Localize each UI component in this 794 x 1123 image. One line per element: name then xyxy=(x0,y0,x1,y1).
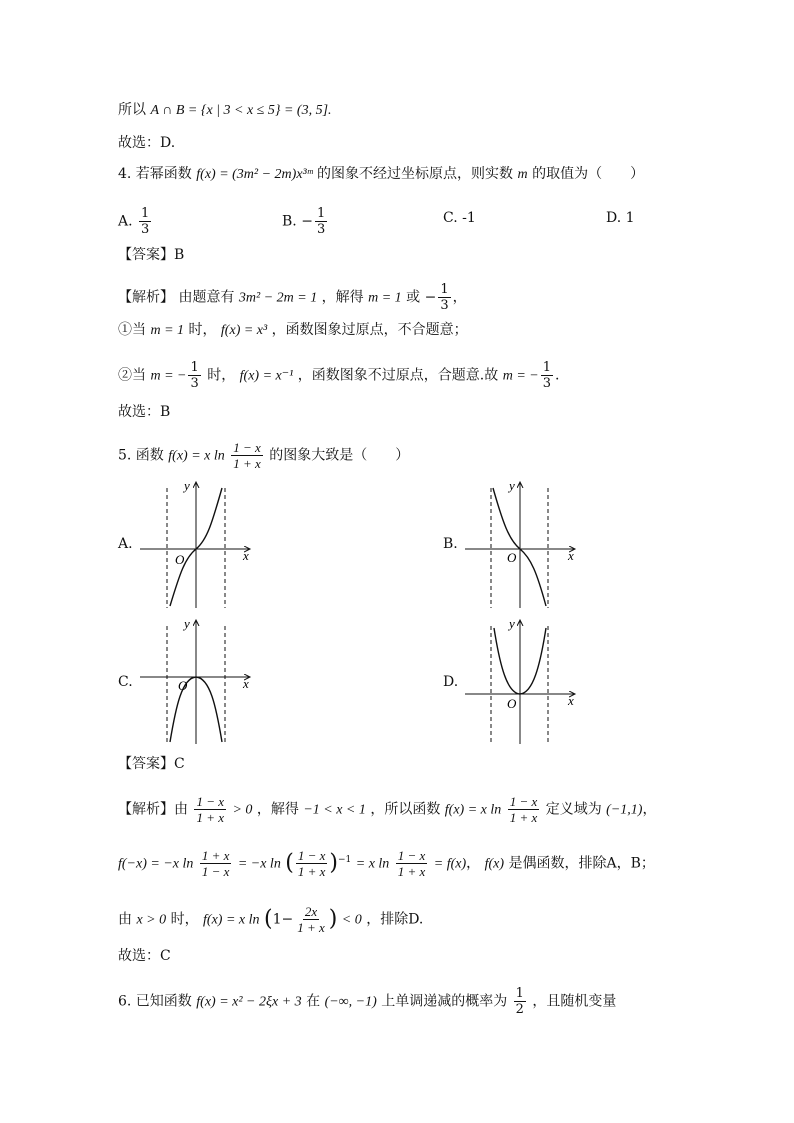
text: ，且随机变量 xyxy=(532,993,617,1010)
expr: m = − xyxy=(502,368,539,384)
q4-case2: ②当 m = − $\frac{1}{3}$ 时， f(x) = x⁻¹ ，函数图象不过原点，合题意.故 m = − $\frac{1}{3}$ . xyxy=(118,360,560,391)
prev-select: 故选：D. xyxy=(118,135,176,151)
expr: f(x) xyxy=(484,856,505,872)
x-label: x xyxy=(568,548,574,563)
fraction: $\frac{1 - x}{1 + x}$ xyxy=(196,794,224,825)
q5-analysis-line3: 由 x > 0 时， f(x) = x ln (1− $\frac{2x}{1 + x}$ ) < 0 ，排除D. xyxy=(118,904,424,935)
fraction: $\frac{1 - x}{1 + x}$ xyxy=(297,848,326,879)
origin-label: O xyxy=(178,678,188,693)
text: 上单调递减的概率为 xyxy=(381,993,508,1010)
q6-stem xyxy=(118,986,616,1017)
expr: f(x) = x⁻¹ xyxy=(239,368,294,384)
range: −1 < x < 1 xyxy=(303,802,366,818)
text: 定义域为 xyxy=(545,801,602,818)
origin-label: O xyxy=(175,552,185,567)
condition: x > 0 xyxy=(136,912,167,928)
q4-option-d xyxy=(606,208,635,228)
q5-stem xyxy=(118,440,409,471)
text: 时， xyxy=(170,911,199,928)
graph-label-d: D. xyxy=(443,674,459,690)
probability-fraction xyxy=(514,986,526,1017)
expr: f(−x) = −x ln xyxy=(118,856,194,872)
fraction xyxy=(295,904,327,935)
q4-analysis-line1: 【解析】 由题意有 3m² − 2m = 1 ，解得 m = 1 或 − $\frac{1}{3}$ ， xyxy=(118,282,467,313)
frac-num: 1 xyxy=(515,986,524,1001)
text: ①当 xyxy=(118,322,146,338)
q4-function-expr: f(x) = (3m² − 2m)x³ᵐ xyxy=(196,167,313,182)
expr: m = 1 xyxy=(150,323,185,338)
function-expr: f(x) = x ln xyxy=(168,448,225,464)
q4-stem-prefix: 4. 若幂函数 xyxy=(118,166,192,182)
q4-stem-end: 的取值为（ ） xyxy=(532,166,645,182)
frac-den: 1 + x xyxy=(297,920,325,935)
text: 由题意有 xyxy=(178,289,235,306)
option-letter: D. xyxy=(606,210,622,226)
fraction: $\frac{1 - x}{1 + x}$ xyxy=(509,794,538,825)
q4-stem-suffix: 的图象不经过坐标原点，则实数 xyxy=(317,166,514,182)
interval: (−∞, −1) xyxy=(324,994,377,1010)
inequality: > 0 xyxy=(232,802,253,818)
expr: = −x ln xyxy=(237,856,281,872)
expr: m = − xyxy=(150,368,187,384)
analysis-tag: 【解析】 xyxy=(118,289,174,306)
q5-answer: 【答案】C xyxy=(118,756,185,772)
x-label: x xyxy=(568,693,574,708)
q4-option-a xyxy=(118,206,153,237)
text: 在 xyxy=(306,993,321,1010)
frac-den: 2 xyxy=(515,1002,524,1017)
expr: = f(x) xyxy=(433,856,467,872)
prev-intersection-line xyxy=(118,100,332,121)
fraction: $\frac{1}{3}$ xyxy=(190,360,199,391)
analysis-tag: 【解析】 xyxy=(118,801,174,818)
x-label: x xyxy=(243,676,249,691)
q4-answer: 【答案】B xyxy=(118,247,185,263)
text: 6. 已知函数 xyxy=(118,993,192,1010)
root: m = 1 xyxy=(368,290,402,306)
equation: 3m² − 2m = 1 xyxy=(238,290,318,306)
text: ，解得 xyxy=(321,289,364,306)
q4-option-b: B. − $\frac{1}{3}$ xyxy=(282,206,326,237)
text-prefix: 所以 xyxy=(118,102,146,118)
fraction: $\frac{1}{3}$ xyxy=(542,360,551,391)
q5-analysis-line1: 【解析】由 $\frac{1 - x}{1 + x}$ > 0 ，解得 −1 < x < 1 ，所以函数 f(x) = x ln $\frac{1 - x}{1 + x}$ 定义域为 (−1,1)， xyxy=(118,794,657,825)
frac-num: 2x xyxy=(304,904,318,919)
option-letter: B. xyxy=(282,213,297,230)
y-label: y xyxy=(509,478,515,493)
text: 由 xyxy=(118,911,132,928)
text: 是偶函数，排除A，B； xyxy=(508,855,655,872)
function-expr: f(x) = x² − 2ξx + 3 xyxy=(196,994,302,1010)
fraction: $\frac{1 - x}{1 + x}$ xyxy=(397,848,426,879)
text: 或 xyxy=(406,289,421,306)
text: ②当 xyxy=(118,367,146,384)
expr: f(x) = x³ xyxy=(220,323,268,338)
text: 时， xyxy=(207,367,236,384)
y-label: y xyxy=(509,616,515,631)
graph-d xyxy=(465,616,585,746)
text: ，函数图象不过原点，合题意.故 xyxy=(297,367,499,384)
graph-label-c: C. xyxy=(118,674,133,690)
q4-stem xyxy=(118,164,644,185)
text: 5. 函数 xyxy=(118,447,164,464)
text: ，函数图象过原点，不合题意； xyxy=(271,322,468,338)
frac-num: 1 + x xyxy=(201,848,230,863)
fraction xyxy=(200,848,232,879)
origin-label: O xyxy=(507,550,517,565)
graph-b xyxy=(465,478,585,608)
option-fraction: $\frac{1}{3}$ xyxy=(316,206,326,237)
origin-label: O xyxy=(507,696,517,711)
text: ，所以函数 xyxy=(370,801,441,818)
y-label: y xyxy=(184,616,190,631)
option-letter: A. xyxy=(118,213,133,230)
text: 时， xyxy=(188,322,217,338)
graph-a xyxy=(140,478,260,608)
option-letter: C. xyxy=(443,210,458,226)
q4-option-c xyxy=(443,208,476,228)
y-label: y xyxy=(184,478,190,493)
q4-select: 故选：B xyxy=(118,404,171,420)
graph-c xyxy=(140,616,260,746)
q4-case1 xyxy=(118,320,468,341)
option-text: -1 xyxy=(462,210,476,226)
root-fraction: $\frac{1}{3}$ xyxy=(440,282,449,313)
text: ，排除D. xyxy=(366,911,424,928)
q5-select: 故选：C xyxy=(118,948,171,964)
graph-label-b: B. xyxy=(443,536,458,552)
expr: f(x) = x ln xyxy=(203,912,260,928)
q5-analysis-line2: f(−x) = −x ln $\frac{1 + x}{1 - x}$ = −x ln ( $\frac{1 - x}{1 + x}$ )$^{-1}$ = x ln $\frac{1 - x}{1 + x}$ = f(x)， f(x) 是偶函数，排除A，B； xyxy=(118,848,655,879)
frac-num: 1 − x xyxy=(233,440,261,455)
text: ， xyxy=(466,855,481,872)
expr: < 0 xyxy=(341,912,362,928)
text: 由 xyxy=(174,801,188,818)
frac-den: 1 + x xyxy=(233,456,261,471)
domain: (−1,1) xyxy=(606,802,643,818)
expr: = x ln xyxy=(355,856,390,872)
intersection-expr: A ∩ B = {x | 3 < x ≤ 5} = (3, 5]. xyxy=(150,103,332,118)
graph-label-a: A. xyxy=(118,536,133,552)
text: 的图象大致是（ ） xyxy=(269,447,410,464)
option-fraction: $\frac{1}{3}$ xyxy=(141,206,150,237)
option-text: 1 xyxy=(625,210,635,226)
q4-var: m xyxy=(517,167,528,182)
function-expr: f(x) = x ln xyxy=(444,802,502,818)
frac-den: 1 − x xyxy=(201,864,230,879)
text: ，解得 xyxy=(256,801,299,818)
log-fraction xyxy=(231,440,263,471)
x-label: x xyxy=(243,548,249,563)
